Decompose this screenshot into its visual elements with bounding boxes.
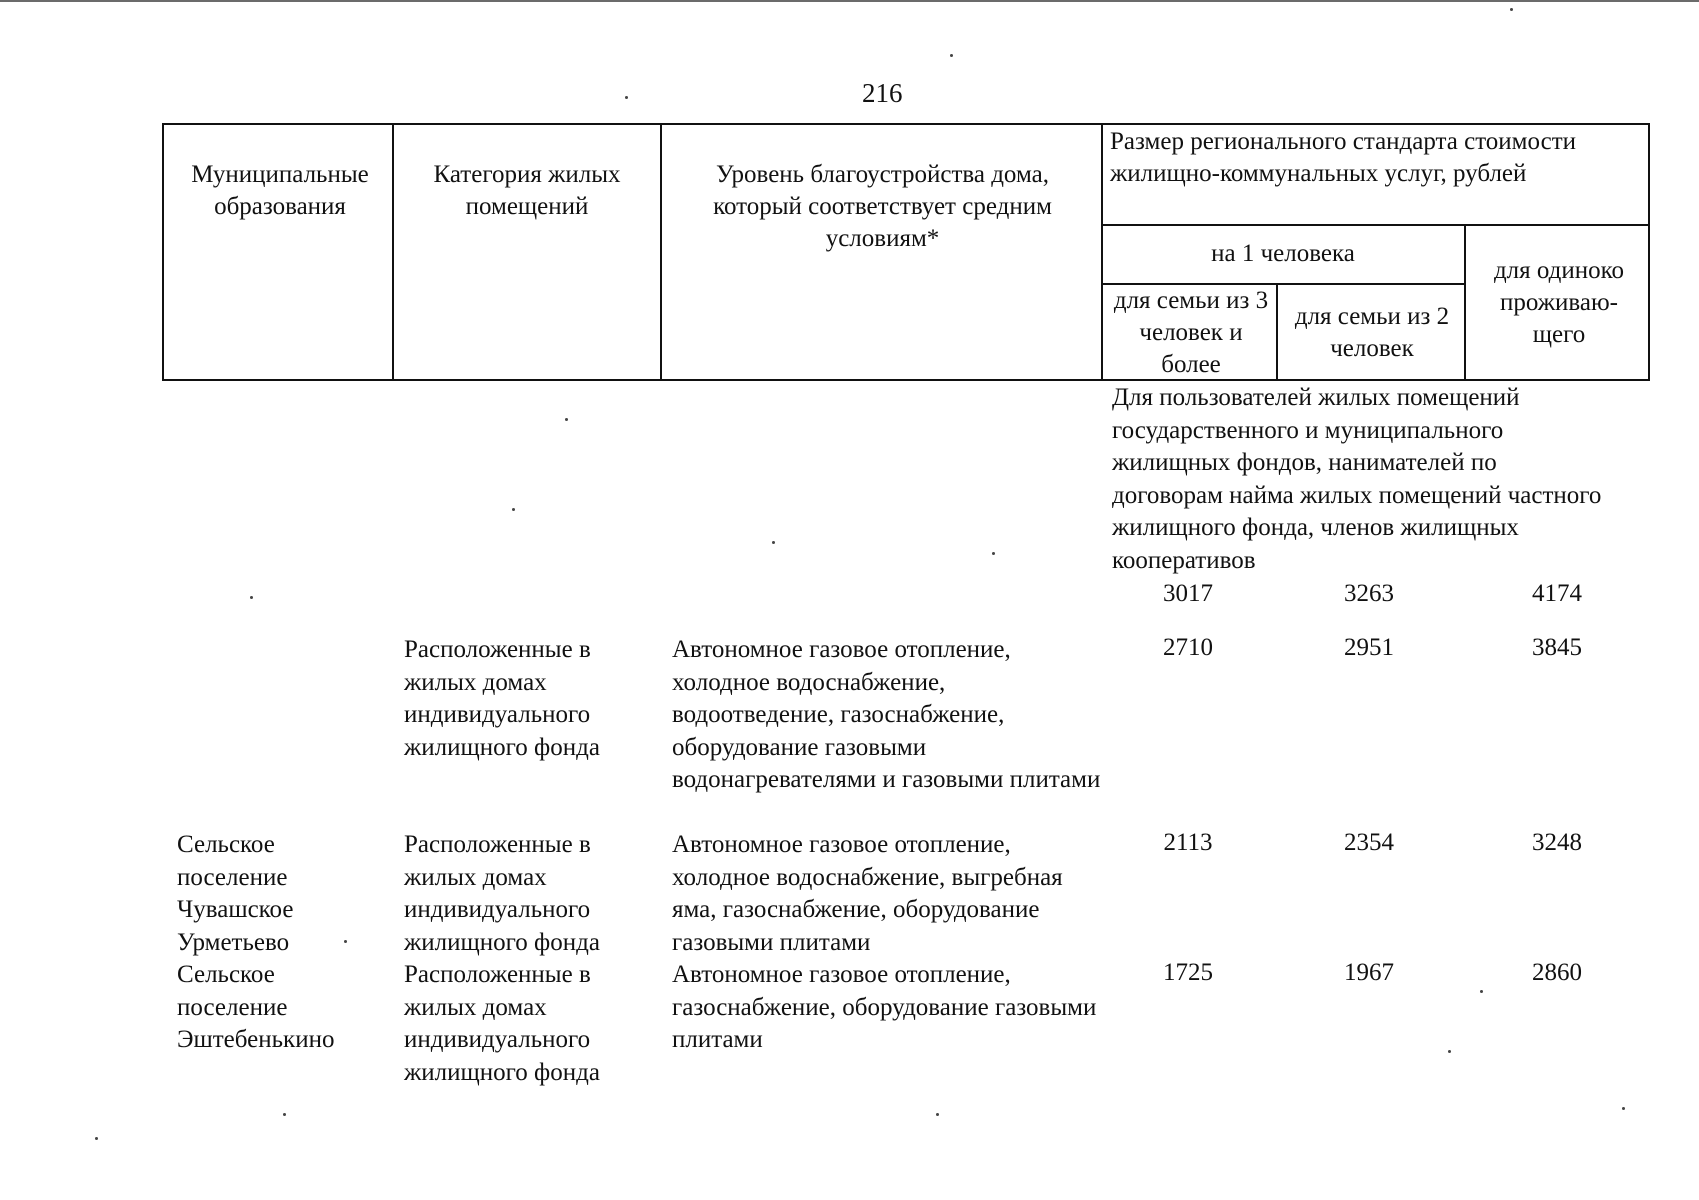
value-single: 3248 (1532, 829, 1582, 856)
table-header (162, 123, 1650, 381)
header-category: Категория жилых помещений (433, 161, 621, 220)
row-category: Расположенные в жилых домах индивидуального жилищного фонда (404, 831, 600, 956)
scan-speck (625, 96, 628, 99)
scan-speck (1448, 1050, 1451, 1053)
header-divider (1101, 125, 1103, 379)
value-family-3: 2710 (1163, 634, 1213, 661)
page-number: 216 (862, 78, 903, 108)
scan-speck (565, 418, 568, 421)
value-family-3: 1725 (1163, 959, 1213, 986)
value-family-3: 2113 (1163, 829, 1213, 856)
row-category: Расположенные в жилых домах индивидуального жилищного фонда (404, 961, 600, 1086)
scan-speck (344, 940, 347, 943)
row-municipal: Сельское поселение Чувашское Урметьево (177, 831, 294, 956)
value-family-2: 1967 (1344, 959, 1394, 986)
scan-speck (992, 552, 995, 555)
value-single: 4174 (1532, 580, 1582, 607)
header-divider (392, 125, 394, 379)
scan-speck (1510, 8, 1513, 11)
header-family-3: для семьи из 3 человек и более (1113, 287, 1269, 378)
scan-speck (1480, 990, 1483, 993)
header-level: Уровень благоустройства дома, который соответствует средним условиям* (713, 161, 1052, 252)
scan-speck (772, 541, 775, 544)
row-level: Автономное газовое отопление, холодное водоснабжение, водоотведение, газоснабжение, оборудование газовыми водонагревателями и газовыми плитами (672, 636, 1101, 793)
header-divider (1101, 224, 1650, 226)
header-single: для одиноко проживаю-щего (1493, 257, 1625, 348)
scan-speck (1622, 1107, 1625, 1110)
row-category: Расположенные в жилых домах индивидуального жилищного фонда (404, 636, 600, 761)
scan-speck (283, 1113, 286, 1116)
scan-speck (250, 596, 253, 599)
value-single: 2860 (1532, 959, 1582, 986)
value-family-3: 3017 (1163, 580, 1213, 607)
header-standard: Размер регионального стандарта стоимости жилищно-коммунальных услуг, рублей (1110, 128, 1577, 187)
scan-speck (512, 508, 515, 511)
header-municipal: Муниципальные образования (191, 161, 369, 220)
value-family-2: 2354 (1344, 829, 1394, 856)
header-divider (660, 125, 662, 379)
header-divider (1276, 283, 1278, 379)
value-family-2: 3263 (1344, 580, 1394, 607)
header-divider (1464, 224, 1466, 379)
scan-speck (936, 1113, 939, 1116)
header-family-2: для семьи из 2 человек (1294, 303, 1450, 362)
header-per-person: на 1 человека (1211, 240, 1355, 267)
scan-speck (95, 1137, 98, 1140)
page-top-border (0, 0, 1699, 2)
row-level: Автономное газовое отопление, холодное водоснабжение, выгребная яма, газоснабжение, оборудование газовыми плитами (672, 831, 1063, 956)
scan-speck (950, 54, 953, 57)
row-municipal: Сельское поселение Эштебенькино (177, 961, 335, 1053)
value-single: 3845 (1532, 634, 1582, 661)
section-note: Для пользователей жилых помещений государственного и муниципального жилищных фондов, нанимателей по договорам найма жилых помещений частного жилищного фонда, членов жилищных кооперативов (1112, 384, 1602, 574)
row-level: Автономное газовое отопление, газоснабжение, оборудование газовыми плитами (672, 961, 1097, 1053)
value-family-2: 2951 (1344, 634, 1394, 661)
